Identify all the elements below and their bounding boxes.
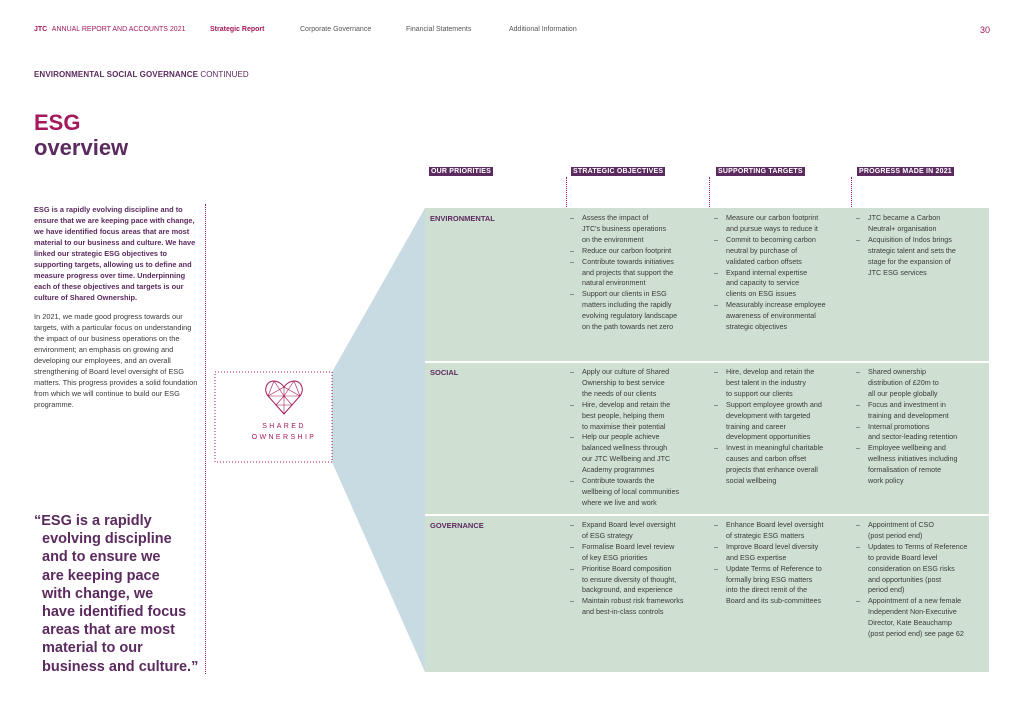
- column-divider: [566, 177, 567, 207]
- list-item: – Formalise Board level review of key ESG priorities: [570, 542, 704, 564]
- social-targets: [714, 367, 848, 487]
- quote-line: material to our: [42, 640, 143, 657]
- list-item: – Update Terms of Reference to formally bring ESG matters into the direct remit of the Board and its sub-committees: [714, 564, 848, 608]
- report-title: ANNUAL REPORT AND ACCOUNTS 2021: [51, 26, 186, 33]
- list-item: – Expand internal expertise and capacity to service clients on ESG issues: [714, 268, 848, 301]
- shared-ownership-logo: [236, 378, 332, 443]
- list-item: – Acquisition of Indos brings strategic talent and sets the stage for the expansion of JTC ESG services: [856, 235, 990, 279]
- column-header-progress: PROGRESS MADE IN 2021: [859, 168, 952, 175]
- list-item: – Apply our culture of Shared Ownership to best service the needs of our clients: [570, 367, 704, 400]
- heart-icon: [264, 378, 304, 418]
- list-item: – Commit to becoming carbon neutral by purchase of validated carbon offsets: [714, 235, 848, 268]
- column-divider: [851, 177, 852, 207]
- quote-line: areas that are most: [42, 622, 175, 639]
- list-item: – Enhance Board level oversight of strategic ESG matters: [714, 520, 848, 542]
- column-divider: [709, 177, 710, 207]
- list-item: – Appointment of CSO (post period end): [856, 520, 990, 542]
- row-label-social: SOCIAL: [430, 368, 459, 377]
- list-item: – Contribute towards initiatives and projects that support the natural environment: [570, 257, 704, 290]
- brand-name: JTC: [34, 26, 48, 33]
- intro-body: In 2021, we made good progress towards our targets, with a particular focus on understanding the impact of our business operations on the environment; an emphasis on growing and developing our employees, and an overall strengthening of Board level oversight of ESG matters. This progress provides a solid foundation from which we will continue to build our ESG programme.: [34, 312, 198, 409]
- list-item: – JTC became a Carbon Neutral+ organisation: [856, 213, 990, 235]
- list-item: – Appointment of a new female Independent Non-Executive Director, Kate Beauchamp (post period end) see page 62: [856, 596, 990, 640]
- governance-targets: [714, 520, 848, 607]
- row-separator: [425, 514, 989, 516]
- governance-objectives: [570, 520, 704, 618]
- list-item: – Assess the impact of JTC's business operations on the environment: [570, 213, 704, 246]
- quote-line: have identified focus: [42, 604, 187, 621]
- list-item: – Reduce our carbon footprint: [570, 246, 704, 257]
- funnel-shape: [332, 208, 425, 672]
- list-item: – Contribute towards the wellbeing of local communities where we live and work: [570, 476, 704, 509]
- list-item: – Measurably increase employee awareness of environmental strategic objectives: [714, 300, 848, 333]
- row-label-environmental: ENVIRONMENTAL: [430, 214, 495, 223]
- list-item: – Expand Board level oversight of ESG strategy: [570, 520, 704, 542]
- nav-financial-statements[interactable]: Financial Statements: [406, 26, 472, 33]
- page-title-line2: overview: [34, 135, 129, 160]
- list-item: – Support employee growth and development with targeted training and career development opportunities: [714, 400, 848, 444]
- list-item: – Shared ownership distribution of £20m to all our people globally: [856, 367, 990, 400]
- environmental-targets: [714, 213, 848, 333]
- list-item: – Measure our carbon footprint and pursue ways to reduce it: [714, 213, 848, 235]
- quote-line: with change, we: [42, 585, 154, 602]
- nav-corporate-governance[interactable]: Corporate Governance: [300, 26, 372, 33]
- environmental-progress: [856, 213, 990, 278]
- page-number: 30: [979, 25, 990, 35]
- row-separator: [425, 361, 989, 363]
- nav-strategic-report[interactable]: Strategic Report: [210, 26, 265, 33]
- list-item: – Maintain robust risk frameworks and best-in-class controls: [570, 596, 704, 618]
- quote-line: and to ensure we: [42, 549, 161, 566]
- list-item: – Updates to Terms of Reference to provide Board level consideration on ESG risks and opportunities (post period end): [856, 542, 990, 597]
- logo-label-line1: SHARED: [262, 423, 306, 430]
- quote-line: are keeping pace: [42, 567, 160, 584]
- quote-line: business and culture.”: [42, 658, 199, 675]
- list-item: – Focus and investment in training and development: [856, 400, 990, 422]
- list-item: – Invest in meaningful charitable causes and carbon offset projects that enhance overall social wellbeing: [714, 443, 848, 487]
- intro-lead: ESG is a rapidly evolving discipline and to ensure that we are keeping pace with change, we have identified focus areas that are most material to our business and culture. We have linked our strategic ESG objectives to supporting targets, allowing us to define and measure progress over time. Underpinning each of these objectives and targets is our culture of Shared Ownership.: [34, 205, 196, 302]
- list-item: – Hire, develop and retain the best talent in the industry to support our clients: [714, 367, 848, 400]
- governance-progress: [856, 520, 990, 640]
- list-item: – Improve Board level diversity and ESG expertise: [714, 542, 848, 564]
- list-item: – Employee wellbeing and wellness initiatives including formalisation of remote work policy: [856, 443, 990, 487]
- row-label-governance: GOVERNANCE: [430, 521, 484, 530]
- quote-line: evolving discipline: [42, 531, 172, 548]
- list-item: – Internal promotions and sector-leading retention: [856, 422, 990, 444]
- list-item: – Support our clients in ESG matters including the rapidly evolving regulatory landscape on the path towards net zero: [570, 289, 704, 333]
- list-item: – Help our people achieve balanced wellness through our JTC Wellbeing and JTC Academy programmes: [570, 432, 704, 476]
- logo-label-line2: OWNERSHIP: [251, 434, 317, 441]
- social-objectives: [570, 367, 704, 509]
- list-item: – Hire, develop and retain the best people, helping them to maximise their potential: [570, 400, 704, 433]
- list-item: – Prioritise Board composition to ensure diversity of thought, background, and experience: [570, 564, 704, 597]
- quote-line: “ESG is a rapidly: [34, 513, 152, 529]
- column-header-targets: SUPPORTING TARGETS: [718, 168, 803, 175]
- page-title-line1: ESG: [34, 110, 81, 135]
- section-label-bold: ENVIRONMENTAL SOCIAL GOVERNANCE: [34, 70, 199, 79]
- environmental-objectives: [570, 213, 704, 333]
- column-header-objectives: STRATEGIC OBJECTIVES: [573, 168, 664, 175]
- nav-additional-information[interactable]: Additional Information: [509, 26, 577, 33]
- section-label-rest: CONTINUED: [198, 70, 249, 79]
- social-progress: [856, 367, 990, 487]
- column-header-priorities: OUR PRIORITIES: [431, 168, 491, 175]
